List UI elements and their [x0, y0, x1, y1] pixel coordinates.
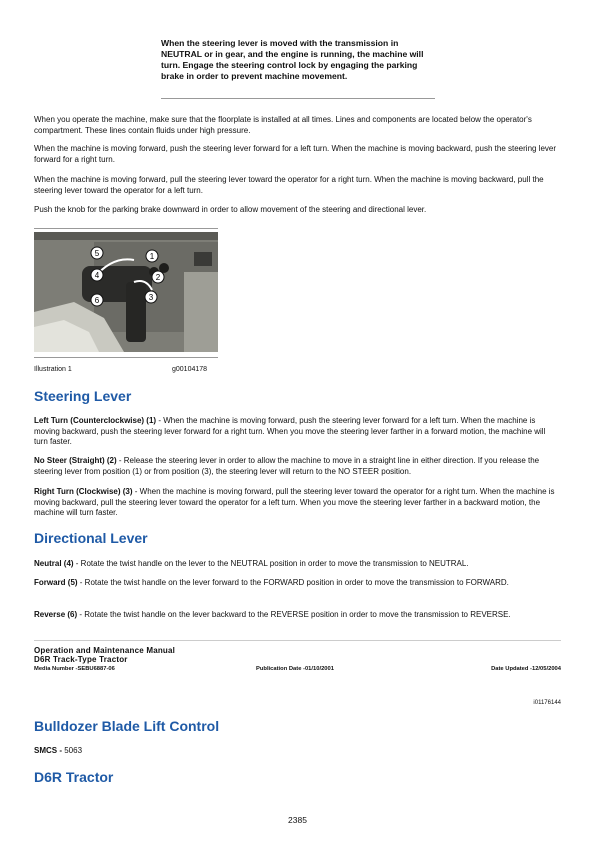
directional-item-term: Forward (5) [34, 578, 78, 587]
svg-text:6: 6 [94, 296, 100, 305]
callout-6 [91, 294, 103, 306]
directional-item-neutral [34, 559, 561, 570]
steering-item-text: - When the machine is moving forward, push the steering lever forward for a left turn. When the machine is moving backward, push the steering lever forward for a right turn. When you move the steering lever farther in a forward motion, the machine will turn faster. [34, 416, 546, 446]
smcs-code [34, 746, 82, 755]
svg-text:5: 5 [94, 249, 100, 258]
directional-item-text: - Rotate the twist handle on the lever to the NEUTRAL position in order to move the transmission to NEUTRAL. [73, 559, 469, 568]
svg-text:4: 4 [94, 271, 100, 280]
smcs-label: SMCS - [34, 746, 65, 755]
manual-title: Operation and Maintenance Manual [34, 646, 176, 655]
steering-item-text: - Release the steering lever in order to allow the machine to move in a straight line in either direction. If you release the steering lever from position (1) or from position (3), the steering lever will return to the NO STEER position. [34, 456, 540, 476]
bulldozer-blade-heading: Bulldozer Blade Lift Control [34, 718, 220, 734]
document-id: i01176144 [533, 700, 561, 706]
intro-paragraph-4: Push the knob for the parking brake downward in order to allow movement of the steering and directional lever. [34, 205, 427, 214]
manual-model: D6R Track-Type Tractor [34, 655, 128, 664]
steering-item-right-turn [34, 487, 561, 519]
media-number: Media Number -SEBU6887-06 [34, 666, 115, 672]
directional-item-term: Reverse (6) [34, 610, 78, 619]
callout-3 [145, 291, 157, 303]
directional-item-text: - Rotate the twist handle on the lever backward to the REVERSE position in order to move the transmission to REVERSE. [77, 610, 511, 619]
directional-item-text: - Rotate the twist handle on the lever forward to the FORWARD position in order to move the transmission to FORWARD. [77, 578, 509, 587]
directional-lever-heading: Directional Lever [34, 530, 148, 546]
manual-header [34, 646, 561, 676]
callout-2 [152, 271, 164, 283]
callout-5 [91, 247, 103, 259]
warning-text: When the steering lever is moved with the transmission in NEUTRAL or in gear, and the engine is running, the machine will turn. Engage the steering control lock by engaging the parking brake in order to prevent machine movement. [161, 38, 424, 81]
smcs-value: 5063 [64, 746, 83, 755]
steering-item-left-turn [34, 416, 561, 448]
directional-item-term: Neutral (4) [34, 559, 74, 568]
svg-text:3: 3 [148, 293, 154, 302]
d6r-tractor-heading: D6R Tractor [34, 769, 114, 785]
steering-lever-photo [34, 232, 218, 352]
publication-date: Publication Date -01/10/2001 [256, 666, 334, 672]
intro-paragraph-2: When the machine is moving forward, push the steering lever forward for a left turn. When the machine is moving backward, push the steering lever forward for a right turn. [34, 144, 557, 164]
steering-lever-heading: Steering Lever [34, 388, 132, 404]
steering-item-no-steer [34, 456, 561, 477]
date-updated: Date Updated -12/05/2004 [491, 666, 561, 672]
manual-meta-row [34, 666, 561, 676]
illustration-bottom-rule [34, 357, 218, 358]
directional-item-forward [34, 578, 561, 589]
illustration-caption-id: g00104178 [172, 366, 208, 373]
manual-header-divider [34, 640, 561, 641]
steering-item-text: - When the machine is moving forward, pull the steering lever toward the operator for a right turn. When the machine is moving backward, pull the steering lever toward the operator for a left turn. When you move the steering lever farther in a backward motion, the machine will turn faster. [34, 487, 555, 517]
steering-lever-illustration [34, 232, 218, 352]
svg-text:2: 2 [155, 273, 161, 282]
steering-item-term: Left Turn (Counterclockwise) (1) [34, 416, 157, 425]
svg-text:1: 1 [149, 252, 155, 261]
intro-paragraph-3: When the machine is moving forward, pull the steering lever toward the operator for a right turn. When the machine is moving backward, pull the steering lever toward the operator for a left turn. [34, 175, 544, 195]
callout-1 [146, 250, 158, 262]
callout-4 [91, 269, 103, 281]
steering-item-term: No Steer (Straight) (2) [34, 456, 117, 465]
steering-item-term: Right Turn (Clockwise) (3) [34, 487, 133, 496]
page-number: 2385 [288, 815, 307, 825]
illustration-caption-label: Illustration 1 [34, 366, 72, 373]
warning-divider [161, 98, 435, 99]
directional-item-reverse [34, 610, 561, 621]
illustration-top-rule [34, 228, 218, 229]
intro-paragraph-1: When you operate the machine, make sure that the floorplate is installed at all times. Lines and components are located below the operator's compartment. These lines contain fluids under high pressure. [34, 115, 532, 135]
